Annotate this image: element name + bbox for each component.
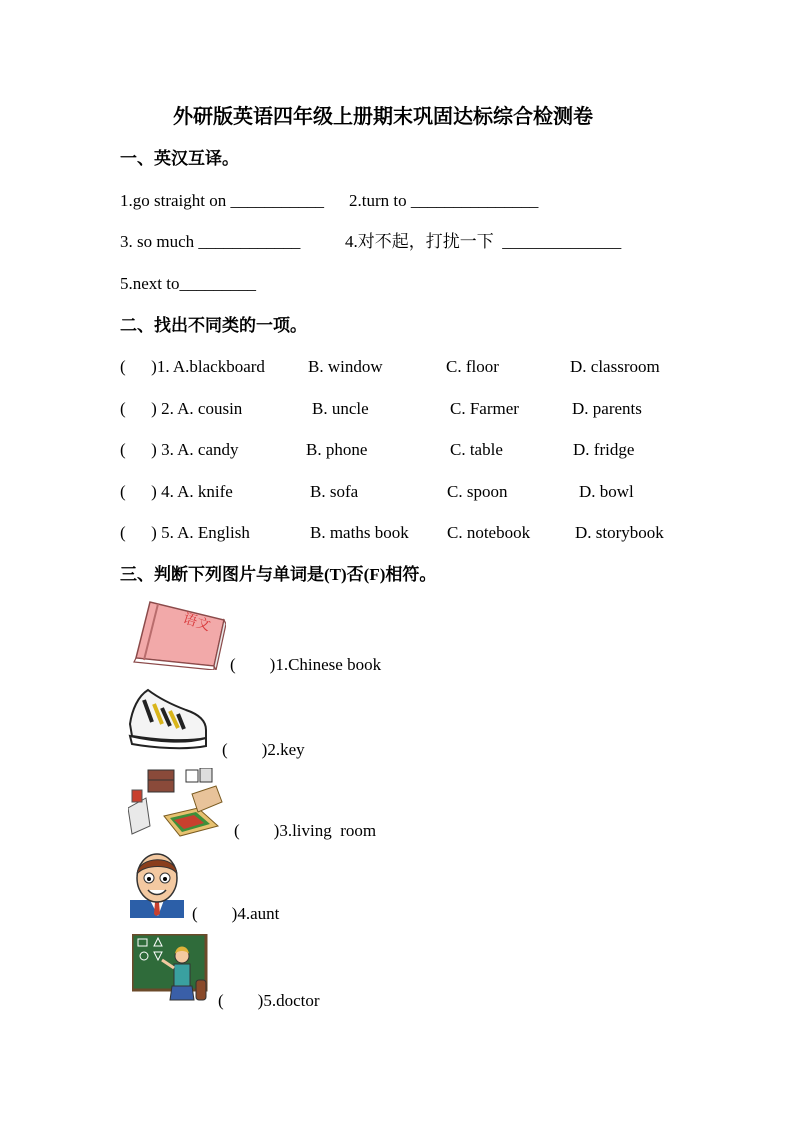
question-2-2-a: ( ) 2. A. cousin	[120, 399, 243, 418]
man-face-icon	[128, 850, 186, 918]
question-2-4-d: D. bowl	[579, 482, 634, 501]
question-2-2-b: B. uncle	[312, 399, 369, 418]
question-3-2: ( )2.key	[222, 740, 305, 759]
question-2-2-d: D. parents	[572, 399, 642, 418]
living-room-icon	[128, 768, 224, 838]
teacher-blackboard-icon	[132, 934, 210, 1002]
question-3-1: ( )1.Chinese book	[230, 655, 382, 674]
question-1-5: 5.next to_________	[120, 274, 256, 293]
question-3-3: ( )3.living room	[234, 821, 377, 840]
question-2-5-d: D. storybook	[575, 523, 664, 542]
question-1-1: 1.go straight on ___________	[120, 191, 324, 210]
question-2-4-a: ( ) 4. A. knife	[120, 482, 233, 501]
question-2-1-d: D. classroom	[570, 357, 660, 376]
question-2-1-b: B. window	[308, 357, 383, 376]
question-2-3-b: B. phone	[306, 440, 368, 459]
chinese-book-icon	[130, 600, 226, 670]
question-3-5: ( )5.doctor	[218, 991, 320, 1010]
question-2-1-c: C. floor	[446, 357, 499, 376]
page-title: 外研版英语四年级上册期末巩固达标综合检测卷	[173, 106, 593, 128]
book-title-text: 语文	[180, 610, 213, 635]
question-2-2-c: C. Farmer	[450, 399, 519, 418]
question-1-2: 2.turn to _______________	[349, 191, 539, 210]
section-1-heading: 一、英汉互译。	[120, 149, 239, 168]
question-1-4: 4.对不起，打扰一下 ______________	[345, 232, 622, 251]
question-2-5-b: B. maths book	[310, 523, 409, 542]
section-2-heading: 二、找出不同类的一项。	[120, 316, 307, 335]
question-2-1-a: ( )1. A.blackboard	[120, 357, 265, 376]
question-2-3-d: D. fridge	[573, 440, 635, 459]
sneaker-icon	[126, 686, 210, 752]
question-2-4-c: C. spoon	[447, 482, 508, 501]
section-3-heading: 三、判断下列图片与单词是(T)否(F)相符。	[120, 565, 437, 584]
question-2-4-b: B. sofa	[310, 482, 359, 501]
question-2-3-c: C. table	[450, 440, 503, 459]
question-2-5-a: ( ) 5. A. English	[120, 523, 250, 542]
question-3-4: ( )4.aunt	[192, 904, 280, 923]
question-2-3-a: ( ) 3. A. candy	[120, 440, 239, 459]
question-1-3: 3. so much ____________	[120, 232, 301, 251]
question-2-5-c: C. notebook	[447, 523, 531, 542]
